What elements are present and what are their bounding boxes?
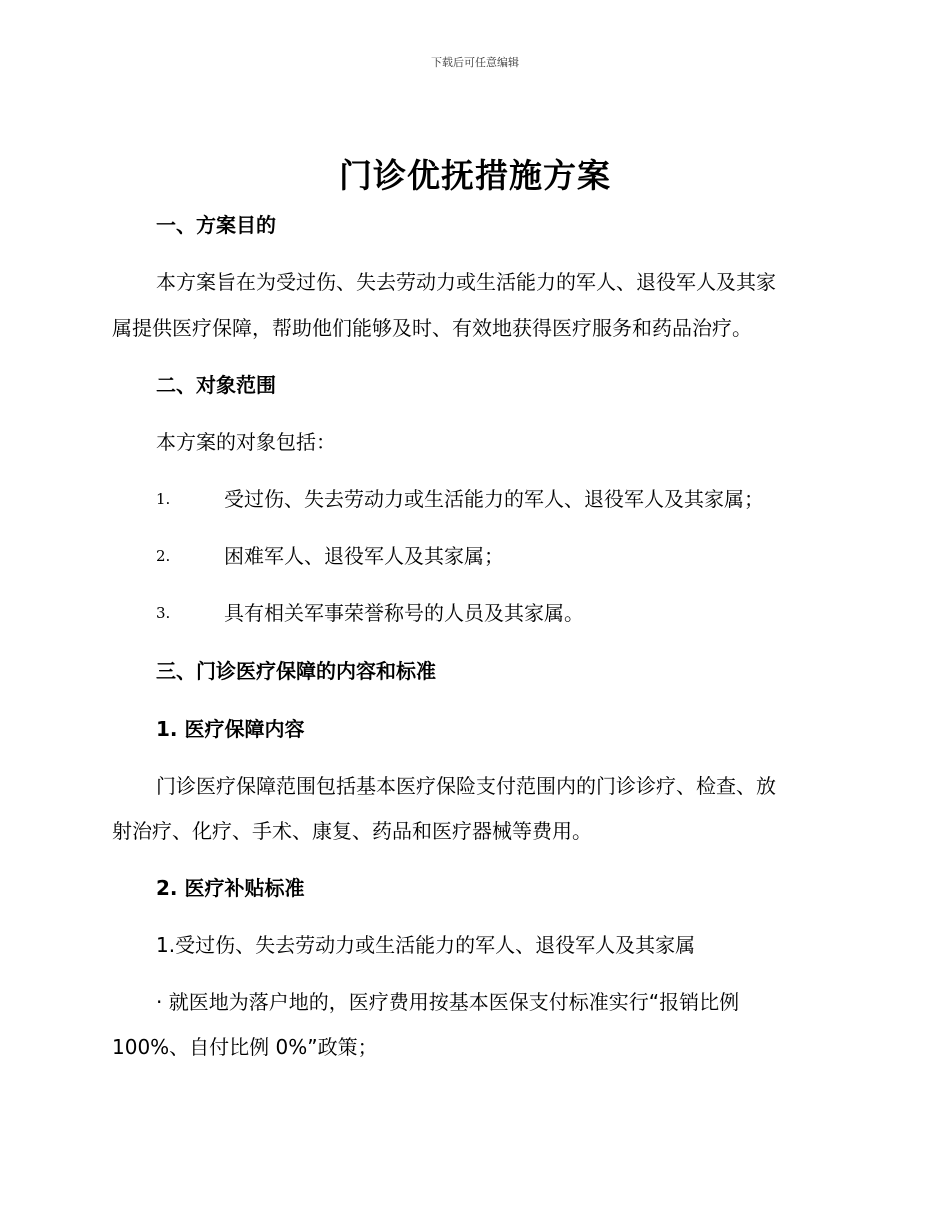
document-title: 门诊优抚措施方案 — [339, 156, 611, 195]
subsection-1-paragraph-line-2: 射治疗、化疗、手术、康复、药品和医疗器械等费用。 — [112, 819, 592, 843]
section-3-heading: 三、门诊医疗保障的内容和标准 — [156, 659, 436, 683]
list-item — [156, 540, 504, 569]
subsection-2-bullet-line-2: 100%、自付比例 0%”政策； — [112, 1035, 378, 1059]
subsection-1-paragraph-line-1: 门诊医疗保障范围包括基本医疗保险支付范围内的门诊诊疗、检查、放 — [156, 774, 776, 798]
section-1-paragraph-line-2: 属提供医疗保障，帮助他们能够及时、有效地获得医疗服务和药品治疗。 — [112, 316, 752, 340]
list-item-number: 3. — [156, 604, 171, 622]
subsection-2-heading: 2. 医疗补贴标准 — [156, 876, 305, 900]
list-item-text: 具有相关军事荣誉称号的人员及其家属。 — [224, 601, 584, 625]
list-item — [156, 483, 764, 512]
subsection-2-bullet-line-1: · 就医地为落户地的，医疗费用按基本医保支付标准实行“报销比例 — [156, 990, 740, 1014]
section-1-heading: 一、方案目的 — [156, 213, 276, 237]
list-item-text: 受过伤、失去劳动力或生活能力的军人、退役军人及其家属； — [224, 487, 764, 511]
subsection-1-heading: 1. 医疗保障内容 — [156, 717, 305, 741]
list-item-number: 1. — [156, 490, 171, 508]
section-1-paragraph-line-1: 本方案旨在为受过伤、失去劳动力或生活能力的军人、退役军人及其家 — [156, 270, 776, 294]
list-item-number: 2. — [156, 547, 171, 565]
page-header-note: 下载后可任意编辑 — [431, 56, 519, 69]
list-item-text: 困难军人、退役军人及其家属； — [224, 544, 504, 568]
section-2-intro: 本方案的对象包括： — [156, 430, 336, 454]
list-item — [156, 597, 584, 626]
subsection-2-item: 1.受过伤、失去劳动力或生活能力的军人、退役军人及其家属 — [156, 933, 696, 957]
section-2-heading: 二、对象范围 — [156, 373, 276, 397]
